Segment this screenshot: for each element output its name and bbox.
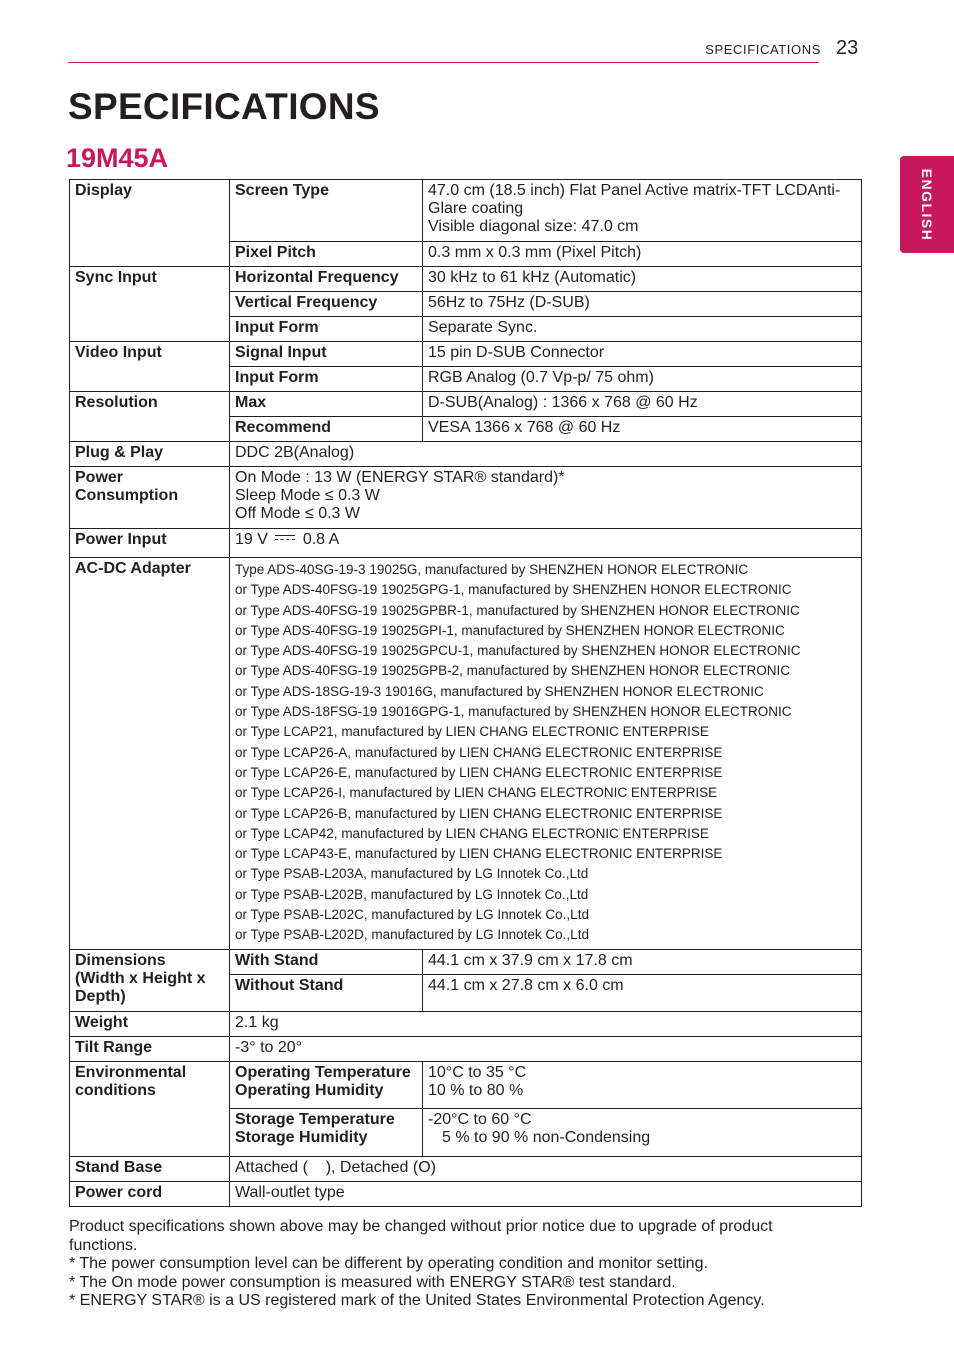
value-line: Sleep Mode ≤ 0.3 W (235, 487, 380, 504)
voltage-value: 19 V (235, 531, 268, 548)
spec-value: 15 pin D-SUB Connector (423, 342, 862, 367)
table-row (70, 267, 862, 292)
spec-value: 2.1 kg (230, 1011, 862, 1036)
spec-sub-label: Without Stand (230, 974, 423, 1011)
spec-sub-label: Input Form (230, 367, 423, 392)
spec-category: Plug & Play (70, 442, 230, 467)
adapter-item: or Type LCAP26-A, manufactured by LIEN CHANG ELECTRONIC ENTERPRISE (235, 744, 723, 760)
value-line: 47.0 cm (18.5 inch) Flat Panel Active matrix-TFT LCDAnti- (428, 182, 841, 199)
label-line: (Width x Height x (75, 969, 206, 987)
spec-value: Attached ( ), Detached (O) (230, 1156, 862, 1181)
table-row (70, 1061, 862, 1108)
label-line: Storage Humidity (235, 1128, 368, 1146)
spec-sub-label: Max (230, 392, 423, 417)
table-row (70, 392, 862, 417)
spec-sub-label: Signal Input (230, 342, 423, 367)
label-line: Operating Temperature (235, 1063, 411, 1081)
spec-table (69, 179, 862, 1207)
spec-sub-label (230, 1108, 423, 1156)
spec-category: Power Input (70, 529, 230, 558)
dc-symbol-icon (274, 533, 296, 545)
adapter-item: or Type PSAB-L202D, manufactured by LG Innotek Co.,Ltd (235, 927, 589, 943)
spec-value: D-SUB(Analog) : 1366 x 768 @ 60 Hz (423, 392, 862, 417)
table-row (70, 467, 862, 529)
spec-value: Separate Sync. (423, 317, 862, 342)
table-row (70, 342, 862, 367)
spec-value (423, 180, 862, 242)
spec-value: VESA 1366 x 768 @ 60 Hz (423, 417, 862, 442)
table-row (70, 180, 862, 242)
table-row (70, 442, 862, 467)
adapter-item: or Type PSAB-L202C, manufactured by LG Innotek Co.,Ltd (235, 907, 589, 923)
table-row (70, 1011, 862, 1036)
spec-category: Power cord (70, 1181, 230, 1206)
adapter-item: or Type PSAB-L202B, manufactured by LG Innotek Co.,Ltd (235, 886, 589, 902)
spec-value: Wall-outlet type (230, 1181, 862, 1206)
adapter-item: or Type LCAP43-E, manufactured by LIEN CHANG ELECTRONIC ENTERPRISE (235, 846, 723, 862)
current-value: 0.8 A (302, 531, 340, 548)
label-line: Operating Humidity (235, 1081, 384, 1099)
spec-category: Display (70, 180, 230, 267)
note-line: functions. (69, 1236, 138, 1254)
table-row (70, 1156, 862, 1181)
adapter-item: or Type ADS-18FSG-19 19016GPG-1, manufactured by SHENZHEN HONOR ELECTRONIC (235, 704, 792, 720)
value-line: 5 % to 90 % non-Condensing (442, 1128, 651, 1146)
spec-sub-label: Recommend (230, 417, 423, 442)
adapter-item: or Type ADS-40FSG-19 19025GPBR-1, manufactured by SHENZHEN HONOR ELECTRONIC (235, 602, 800, 618)
label-line: Storage Temperature (235, 1110, 395, 1128)
footnotes (69, 1218, 869, 1311)
spec-value (423, 1061, 862, 1108)
header-rule (68, 62, 819, 63)
adapter-item: or Type ADS-40FSG-19 19025GPG-1, manufactured by SHENZHEN HONOR ELECTRONIC (235, 582, 792, 598)
spec-value: 30 kHz to 61 kHz (Automatic) (423, 267, 862, 292)
spec-value: 56Hz to 75Hz (D-SUB) (423, 292, 862, 317)
label-line: Dimensions (75, 951, 166, 969)
value-line: Glare coating (428, 200, 524, 217)
table-row (70, 529, 862, 558)
value-line: Off Mode ≤ 0.3 W (235, 505, 360, 522)
spec-value: 44.1 cm x 27.8 cm x 6.0 cm (423, 974, 862, 1011)
table-row (70, 1036, 862, 1061)
language-tab-label: ENGLISH (919, 168, 935, 241)
spec-sub-label: Vertical Frequency (230, 292, 423, 317)
spec-category: Weight (70, 1011, 230, 1036)
spec-sub-label: Horizontal Frequency (230, 267, 423, 292)
value-line: Visible diagonal size: 47.0 cm (428, 218, 639, 235)
spec-value (423, 1108, 862, 1156)
adapter-list (230, 558, 862, 950)
spec-sub-label (230, 1061, 423, 1108)
adapter-item: or Type ADS-40FSG-19 19025GPI-1, manufactured by SHENZHEN HONOR ELECTRONIC (235, 622, 785, 638)
spec-category: Video Input (70, 342, 230, 392)
spec-category (70, 467, 230, 529)
spec-category: Stand Base (70, 1156, 230, 1181)
spec-category: Resolution (70, 392, 230, 442)
spec-value: DDC 2B(Analog) (230, 442, 862, 467)
label-line: Power (75, 469, 124, 486)
spec-value (230, 467, 862, 529)
note-line: * The On mode power consumption is measured with ENERGY STAR® test standard. (69, 1273, 676, 1291)
adapter-item: or Type LCAP26-I, manufactured by LIEN CHANG ELECTRONIC ENTERPRISE (235, 785, 718, 801)
table-row (70, 558, 862, 950)
spec-category (70, 949, 230, 1011)
adapter-item: or Type ADS-40FSG-19 19025GPCU-1, manufactured by SHENZHEN HONOR ELECTRONIC (235, 643, 801, 659)
spec-category: AC-DC Adapter (70, 558, 230, 950)
spec-value: 0.3 mm x 0.3 mm (Pixel Pitch) (423, 242, 862, 267)
spec-value: 44.1 cm x 37.9 cm x 17.8 cm (423, 949, 862, 974)
adapter-item: or Type ADS-18SG-19-3 19016G, manufactured by SHENZHEN HONOR ELECTRONIC (235, 683, 764, 699)
note-line: * ENERGY STAR® is a US registered mark of the United States Environmental Protection Agency. (69, 1292, 765, 1309)
spec-value: -3° to 20° (230, 1036, 862, 1061)
adapter-item: or Type LCAP42, manufactured by LIEN CHANG ELECTRONIC ENTERPRISE (235, 825, 709, 841)
adapter-item: or Type PSAB-L203A, manufactured by LG Innotek Co.,Ltd (235, 866, 589, 882)
adapter-item: or Type ADS-40FSG-19 19025GPB-2, manufactured by SHENZHEN HONOR ELECTRONIC (235, 663, 790, 679)
spec-value: RGB Analog (0.7 Vp-p/ 75 ohm) (423, 367, 862, 392)
page-number: 23 (836, 37, 859, 59)
table-row (70, 949, 862, 974)
note-line: * The power consumption level can be different by operating condition and monitor setting. (69, 1255, 708, 1272)
value-line: -20°C to 60 °C (428, 1110, 532, 1128)
spec-category (70, 1061, 230, 1156)
value-line: 10°C to 35 °C (428, 1063, 527, 1081)
adapter-item: or Type LCAP21, manufactured by LIEN CHANG ELECTRONIC ENTERPRISE (235, 724, 709, 740)
spec-category: Sync Input (70, 267, 230, 342)
adapter-item: or Type LCAP26-B, manufactured by LIEN CHANG ELECTRONIC ENTERPRISE (235, 805, 723, 821)
spec-sub-label: Screen Type (230, 180, 423, 242)
language-tab (900, 156, 954, 253)
label-line: Depth) (75, 987, 126, 1005)
spec-category: Tilt Range (70, 1036, 230, 1061)
label-line: conditions (75, 1081, 156, 1099)
running-header-section: SPECIFICATIONS (705, 42, 821, 57)
spec-value (230, 529, 862, 558)
value-line: 10 % to 80 % (428, 1081, 524, 1099)
label-line: Consumption (75, 487, 179, 504)
model-title: 19M45A (66, 143, 169, 173)
adapter-item: or Type LCAP26-E, manufactured by LIEN CHANG ELECTRONIC ENTERPRISE (235, 764, 723, 780)
note-line: Product specifications shown above may be changed without prior notice due to upgrade of product (69, 1218, 773, 1235)
adapter-item: Type ADS-40SG-19-3 19025G, manufactured by SHENZHEN HONOR ELECTRONIC (235, 562, 749, 577)
spec-sub-label: Input Form (230, 317, 423, 342)
value-line: On Mode : 13 W (ENERGY STAR® standard)* (235, 469, 565, 486)
page-title: SPECIFICATIONS (68, 86, 380, 127)
spec-sub-label: With Stand (230, 949, 423, 974)
table-row (70, 1181, 862, 1206)
label-line: Environmental (75, 1063, 187, 1081)
spec-sub-label: Pixel Pitch (230, 242, 423, 267)
